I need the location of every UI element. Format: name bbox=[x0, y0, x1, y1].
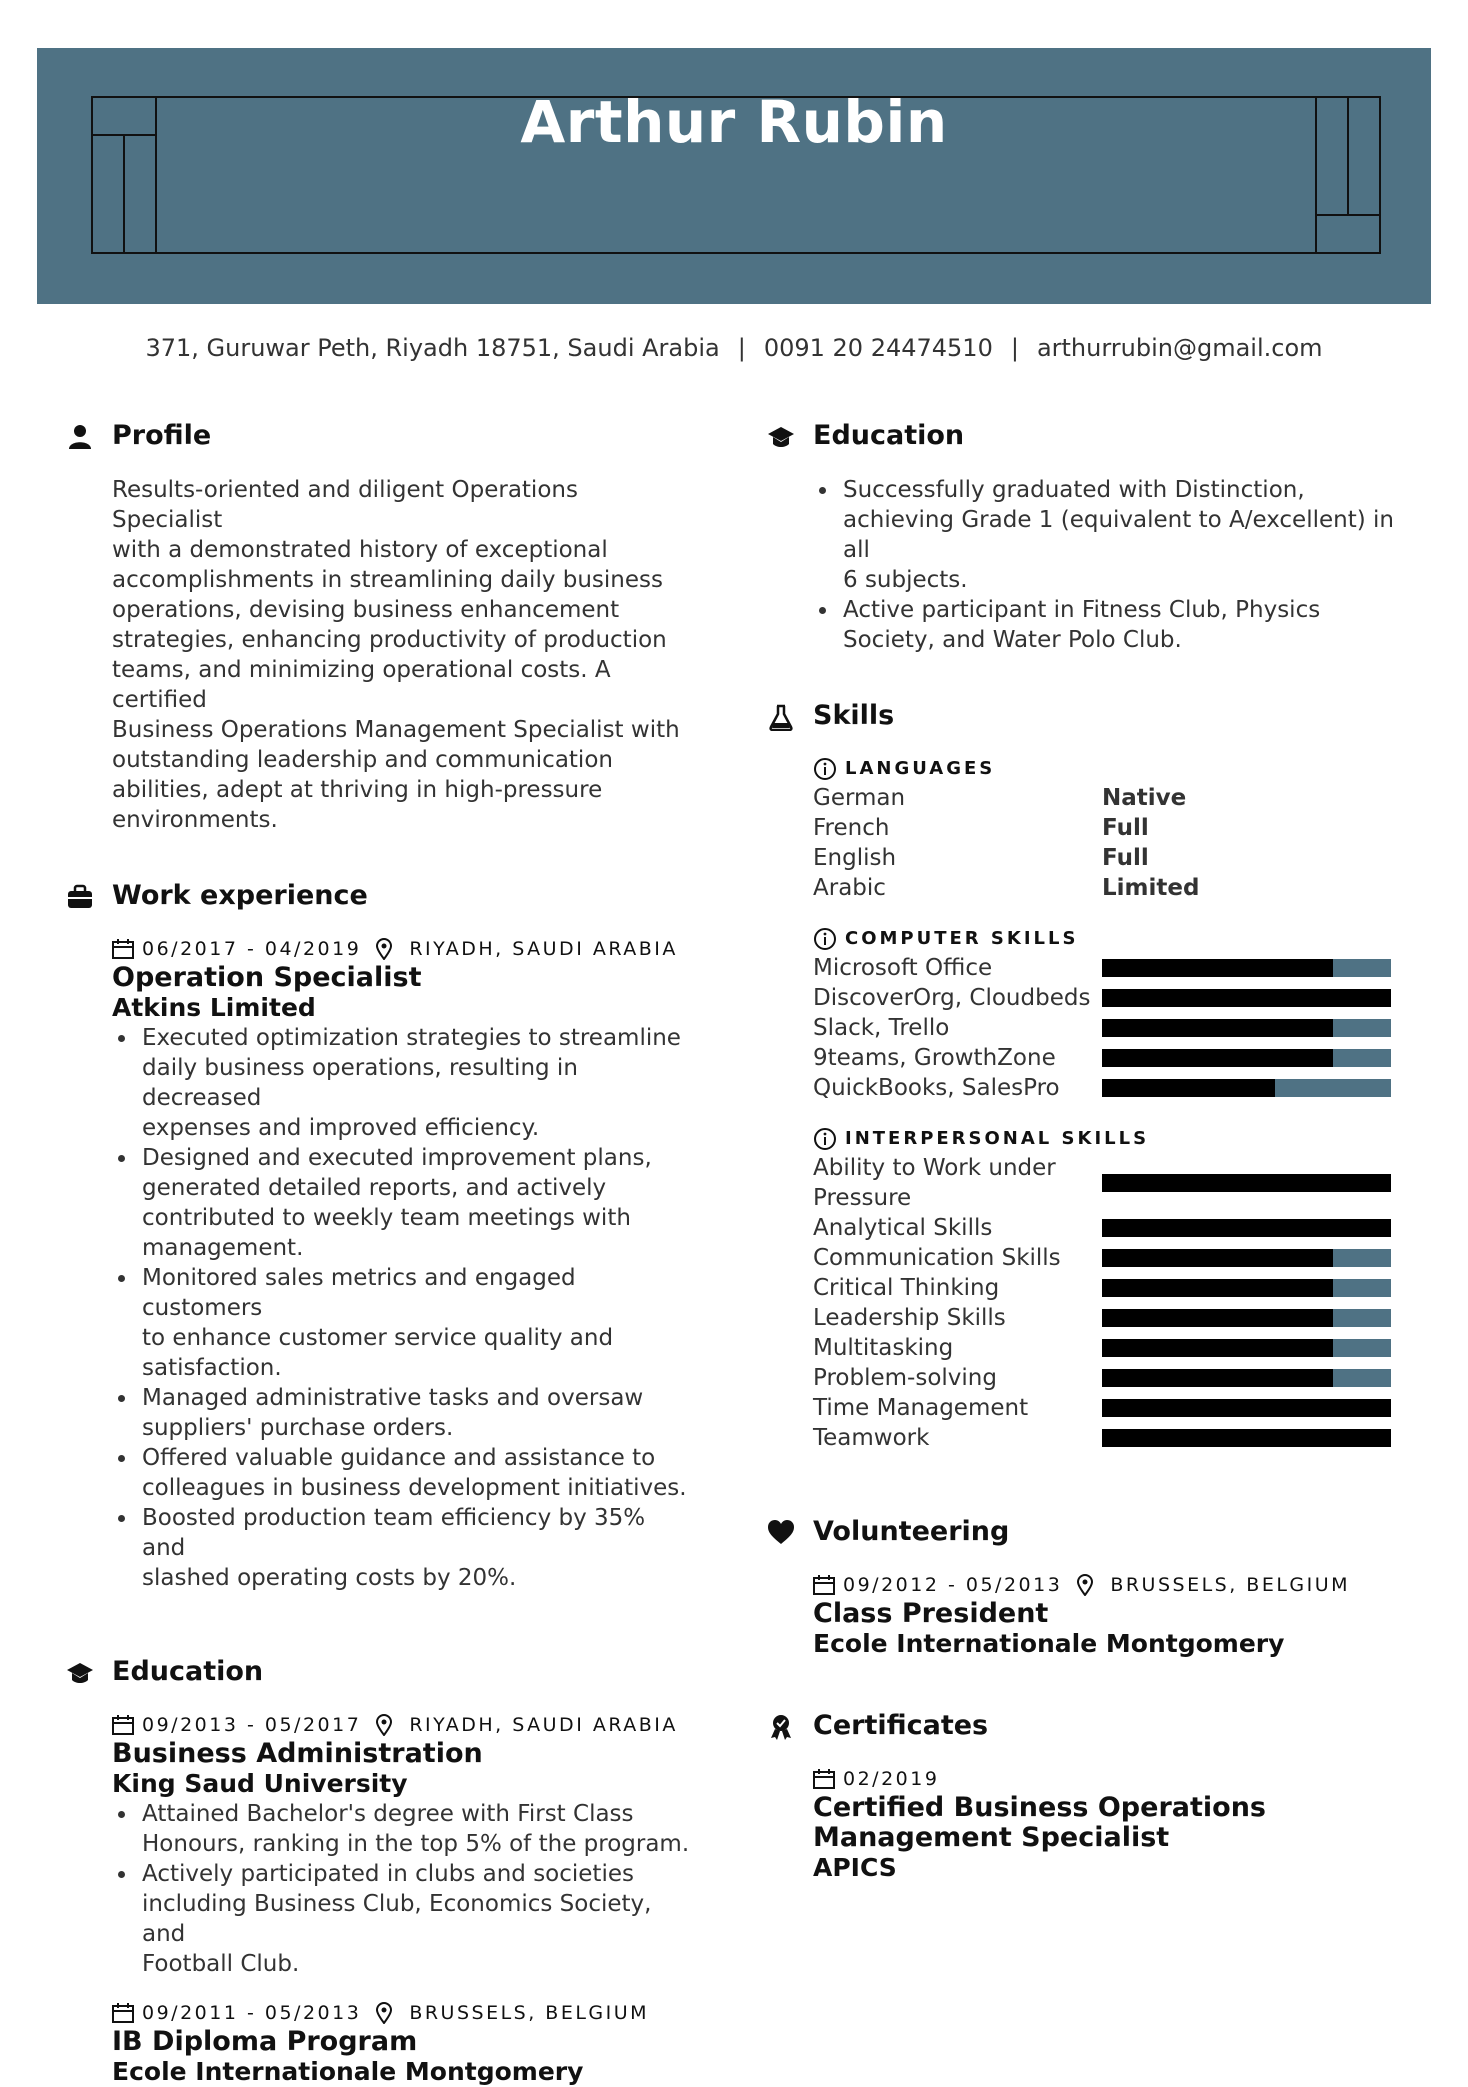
language-row: Arabic Limited bbox=[813, 875, 1200, 901]
location-pin-icon bbox=[375, 938, 393, 960]
flask-icon bbox=[767, 703, 795, 731]
volunteer-role: Class President bbox=[813, 1598, 1049, 1629]
profile-text bbox=[112, 475, 692, 835]
skill-row: Ability to Work under Pressure bbox=[813, 1153, 1395, 1213]
education-entry bbox=[112, 1999, 692, 2087]
list-item: Boosted production team efficiency by 35% and slashed operating costs by 20%. bbox=[112, 1503, 692, 1593]
list-item: Monitored sales metrics and engaged customers to enhance customer service quality and satisfaction. bbox=[112, 1263, 692, 1383]
work-meta bbox=[112, 935, 692, 963]
profile-line: operations, devising business enhancement bbox=[112, 597, 620, 623]
computer-skills-list bbox=[813, 953, 1395, 1103]
profile-line: Business Operations Management Specialist with bbox=[112, 717, 680, 743]
address: 371, Guruwar Peth, Riyadh 18751, Saudi Arabia bbox=[145, 334, 720, 362]
header-banner bbox=[37, 48, 1431, 304]
calendar-icon bbox=[112, 2003, 134, 2023]
language-row: German Native bbox=[813, 785, 1187, 811]
job-title: Operation Specialist bbox=[112, 962, 422, 993]
degree-title: Business Administration bbox=[112, 1738, 483, 1769]
subheading-label: COMPUTER SKILLS bbox=[845, 928, 1079, 949]
skill-row: Analytical Skills bbox=[813, 1213, 1395, 1243]
graduation-cap-icon bbox=[66, 1659, 94, 1687]
education-entry bbox=[112, 1711, 692, 1979]
computer-skills-subheading bbox=[813, 925, 1395, 953]
language-row: French Full bbox=[813, 815, 1149, 841]
list-item: Successfully graduated with Distinction, achieving Grade 1 (equivalent to A/excellent) in all 6 subjects. bbox=[813, 475, 1395, 595]
subheading-label: INTERPERSONAL SKILLS bbox=[845, 1128, 1150, 1149]
calendar-icon bbox=[112, 939, 134, 959]
contact-line bbox=[0, 334, 1468, 362]
section-title: Profile bbox=[112, 420, 212, 451]
work-dates: 06/2017 - 04/2019 bbox=[142, 938, 362, 960]
languages-list bbox=[813, 783, 1395, 903]
languages-subheading bbox=[813, 755, 1395, 783]
calendar-icon bbox=[813, 1575, 835, 1595]
left-column bbox=[112, 419, 692, 2087]
education-location: BRUSSELS, BELGIUM bbox=[409, 2002, 650, 2024]
phone: 0091 20 24474510 bbox=[763, 334, 993, 362]
education-dates: 09/2011 - 05/2013 bbox=[142, 2002, 362, 2024]
candidate-name: Arthur Rubin bbox=[520, 88, 948, 156]
skill-row: Communication Skills bbox=[813, 1243, 1395, 1273]
skill-bar bbox=[1102, 1399, 1391, 1417]
skill-bar bbox=[1102, 1049, 1391, 1067]
education-location: RIYADH, SAUDI ARABIA bbox=[409, 1714, 678, 1736]
section-title: Skills bbox=[813, 700, 895, 731]
skill-row: QuickBooks, SalesPro bbox=[813, 1073, 1395, 1103]
separator: | bbox=[1010, 334, 1019, 362]
info-icon bbox=[813, 927, 837, 951]
profile-line: environments. bbox=[112, 807, 278, 833]
info-icon bbox=[813, 757, 837, 781]
skill-bar bbox=[1102, 1309, 1391, 1327]
section-title: Work experience bbox=[112, 880, 368, 911]
award-icon bbox=[767, 1713, 795, 1741]
interpersonal-skills-list bbox=[813, 1153, 1395, 1453]
education-meta bbox=[112, 1711, 692, 1739]
profile-line: with a demonstrated history of exceptional bbox=[112, 537, 608, 563]
language-row: English Full bbox=[813, 845, 1149, 871]
skill-row: DiscoverOrg, Cloudbeds bbox=[813, 983, 1395, 1013]
volunteering-heading bbox=[813, 1515, 1395, 1555]
section-title: Volunteering bbox=[813, 1516, 1010, 1547]
heart-icon bbox=[767, 1519, 795, 1547]
skill-bar bbox=[1102, 1079, 1391, 1097]
subheading-label: LANGUAGES bbox=[845, 758, 996, 779]
volunteering-location: BRUSSELS, BELGIUM bbox=[1110, 1574, 1351, 1596]
education-heading bbox=[813, 419, 1395, 459]
section-title: Certificates bbox=[813, 1710, 989, 1741]
volunteering-dates: 09/2012 - 05/2013 bbox=[843, 1574, 1063, 1596]
location-pin-icon bbox=[1076, 1574, 1094, 1596]
email[interactable]: arthurrubin@gmail.com bbox=[1036, 334, 1323, 362]
interpersonal-skills-subheading bbox=[813, 1125, 1395, 1153]
certificate-date: 02/2019 bbox=[843, 1768, 940, 1790]
location-pin-icon bbox=[375, 1714, 393, 1736]
section-title: Education bbox=[813, 420, 965, 451]
volunteering-entry bbox=[813, 1571, 1395, 1659]
work-bullets bbox=[112, 1023, 692, 1593]
list-item: Active participant in Fitness Club, Physics Society, and Water Polo Club. bbox=[813, 595, 1395, 655]
volunteering-meta bbox=[813, 1571, 1395, 1599]
education-bullets bbox=[112, 1799, 692, 1979]
skill-row: Teamwork bbox=[813, 1423, 1395, 1453]
calendar-icon bbox=[112, 1715, 134, 1735]
list-item: Offered valuable guidance and assistance to colleagues in business development initiatives. bbox=[112, 1443, 692, 1503]
education-meta bbox=[112, 1999, 692, 2027]
school-name: King Saud University bbox=[112, 1769, 408, 1798]
profile-heading bbox=[112, 419, 692, 459]
skill-bar bbox=[1102, 1219, 1391, 1237]
work-heading bbox=[112, 879, 692, 919]
section-title: Education bbox=[112, 1656, 264, 1687]
separator: | bbox=[737, 334, 746, 362]
list-item: Managed administrative tasks and oversaw suppliers' purchase orders. bbox=[112, 1383, 692, 1443]
skill-row: Microsoft Office bbox=[813, 953, 1395, 983]
skill-bar bbox=[1102, 989, 1391, 1007]
certificate-issuer: APICS bbox=[813, 1853, 897, 1882]
education-bullets bbox=[813, 475, 1395, 655]
profile-line: accomplishments in streamlining daily business bbox=[112, 567, 664, 593]
skill-bar bbox=[1102, 959, 1391, 977]
info-icon bbox=[813, 1127, 837, 1151]
skill-bar bbox=[1102, 1429, 1391, 1447]
volunteer-org: Ecole Internationale Montgomery bbox=[813, 1629, 1285, 1658]
list-item: Actively participated in clubs and societies including Business Club, Economics Society, and Football Club. bbox=[112, 1859, 692, 1979]
education-heading bbox=[112, 1655, 692, 1695]
skill-bar bbox=[1102, 1019, 1391, 1037]
school-name: Ecole Internationale Montgomery bbox=[112, 2057, 584, 2086]
certificate-meta bbox=[813, 1765, 1395, 1793]
profile-line: Results-oriented and diligent Operations Specialist bbox=[112, 477, 578, 533]
skill-bar bbox=[1102, 1369, 1391, 1387]
skill-row: Leadership Skills bbox=[813, 1303, 1395, 1333]
profile-line: strategies, enhancing productivity of production bbox=[112, 627, 667, 653]
briefcase-icon bbox=[66, 883, 94, 911]
skill-row: Critical Thinking bbox=[813, 1273, 1395, 1303]
certificates-heading bbox=[813, 1709, 1395, 1749]
profile-line: abilities, adept at thriving in high-pressure bbox=[112, 777, 603, 803]
profile-line: outstanding leadership and communication bbox=[112, 747, 613, 773]
skill-bar bbox=[1102, 1339, 1391, 1357]
right-column bbox=[813, 419, 1395, 1883]
list-item: Executed optimization strategies to streamline daily business operations, resulting in decreased expenses and improved efficiency. bbox=[112, 1023, 692, 1143]
company-name: Atkins Limited bbox=[112, 993, 316, 1022]
list-item: Attained Bachelor's degree with First Class Honours, ranking in the top 5% of the program. bbox=[112, 1799, 692, 1859]
calendar-icon bbox=[813, 1769, 835, 1789]
certificate-name: Certified Business Operations Management Specialist bbox=[813, 1792, 1266, 1853]
skill-bar bbox=[1102, 1249, 1391, 1267]
graduation-cap-icon bbox=[767, 423, 795, 451]
certificate-entry bbox=[813, 1765, 1395, 1883]
profile-line: teams, and minimizing operational costs. A certified bbox=[112, 657, 611, 713]
skills-heading bbox=[813, 699, 1395, 739]
skill-row: Multitasking bbox=[813, 1333, 1395, 1363]
skill-row: Time Management bbox=[813, 1393, 1395, 1423]
person-icon bbox=[66, 423, 94, 451]
degree-title: IB Diploma Program bbox=[112, 2026, 418, 2057]
skill-row: Problem-solving bbox=[813, 1363, 1395, 1393]
location-pin-icon bbox=[375, 2002, 393, 2024]
skill-row: 9teams, GrowthZone bbox=[813, 1043, 1395, 1073]
work-location: RIYADH, SAUDI ARABIA bbox=[409, 938, 678, 960]
work-entry bbox=[112, 935, 692, 1593]
list-item: Designed and executed improvement plans, generated detailed reports, and actively contributed to weekly team meetings with management. bbox=[112, 1143, 692, 1263]
skill-row: Slack, Trello bbox=[813, 1013, 1395, 1043]
education-dates: 09/2013 - 05/2017 bbox=[142, 1714, 362, 1736]
skill-bar bbox=[1102, 1279, 1391, 1297]
skill-bar bbox=[1102, 1174, 1391, 1192]
